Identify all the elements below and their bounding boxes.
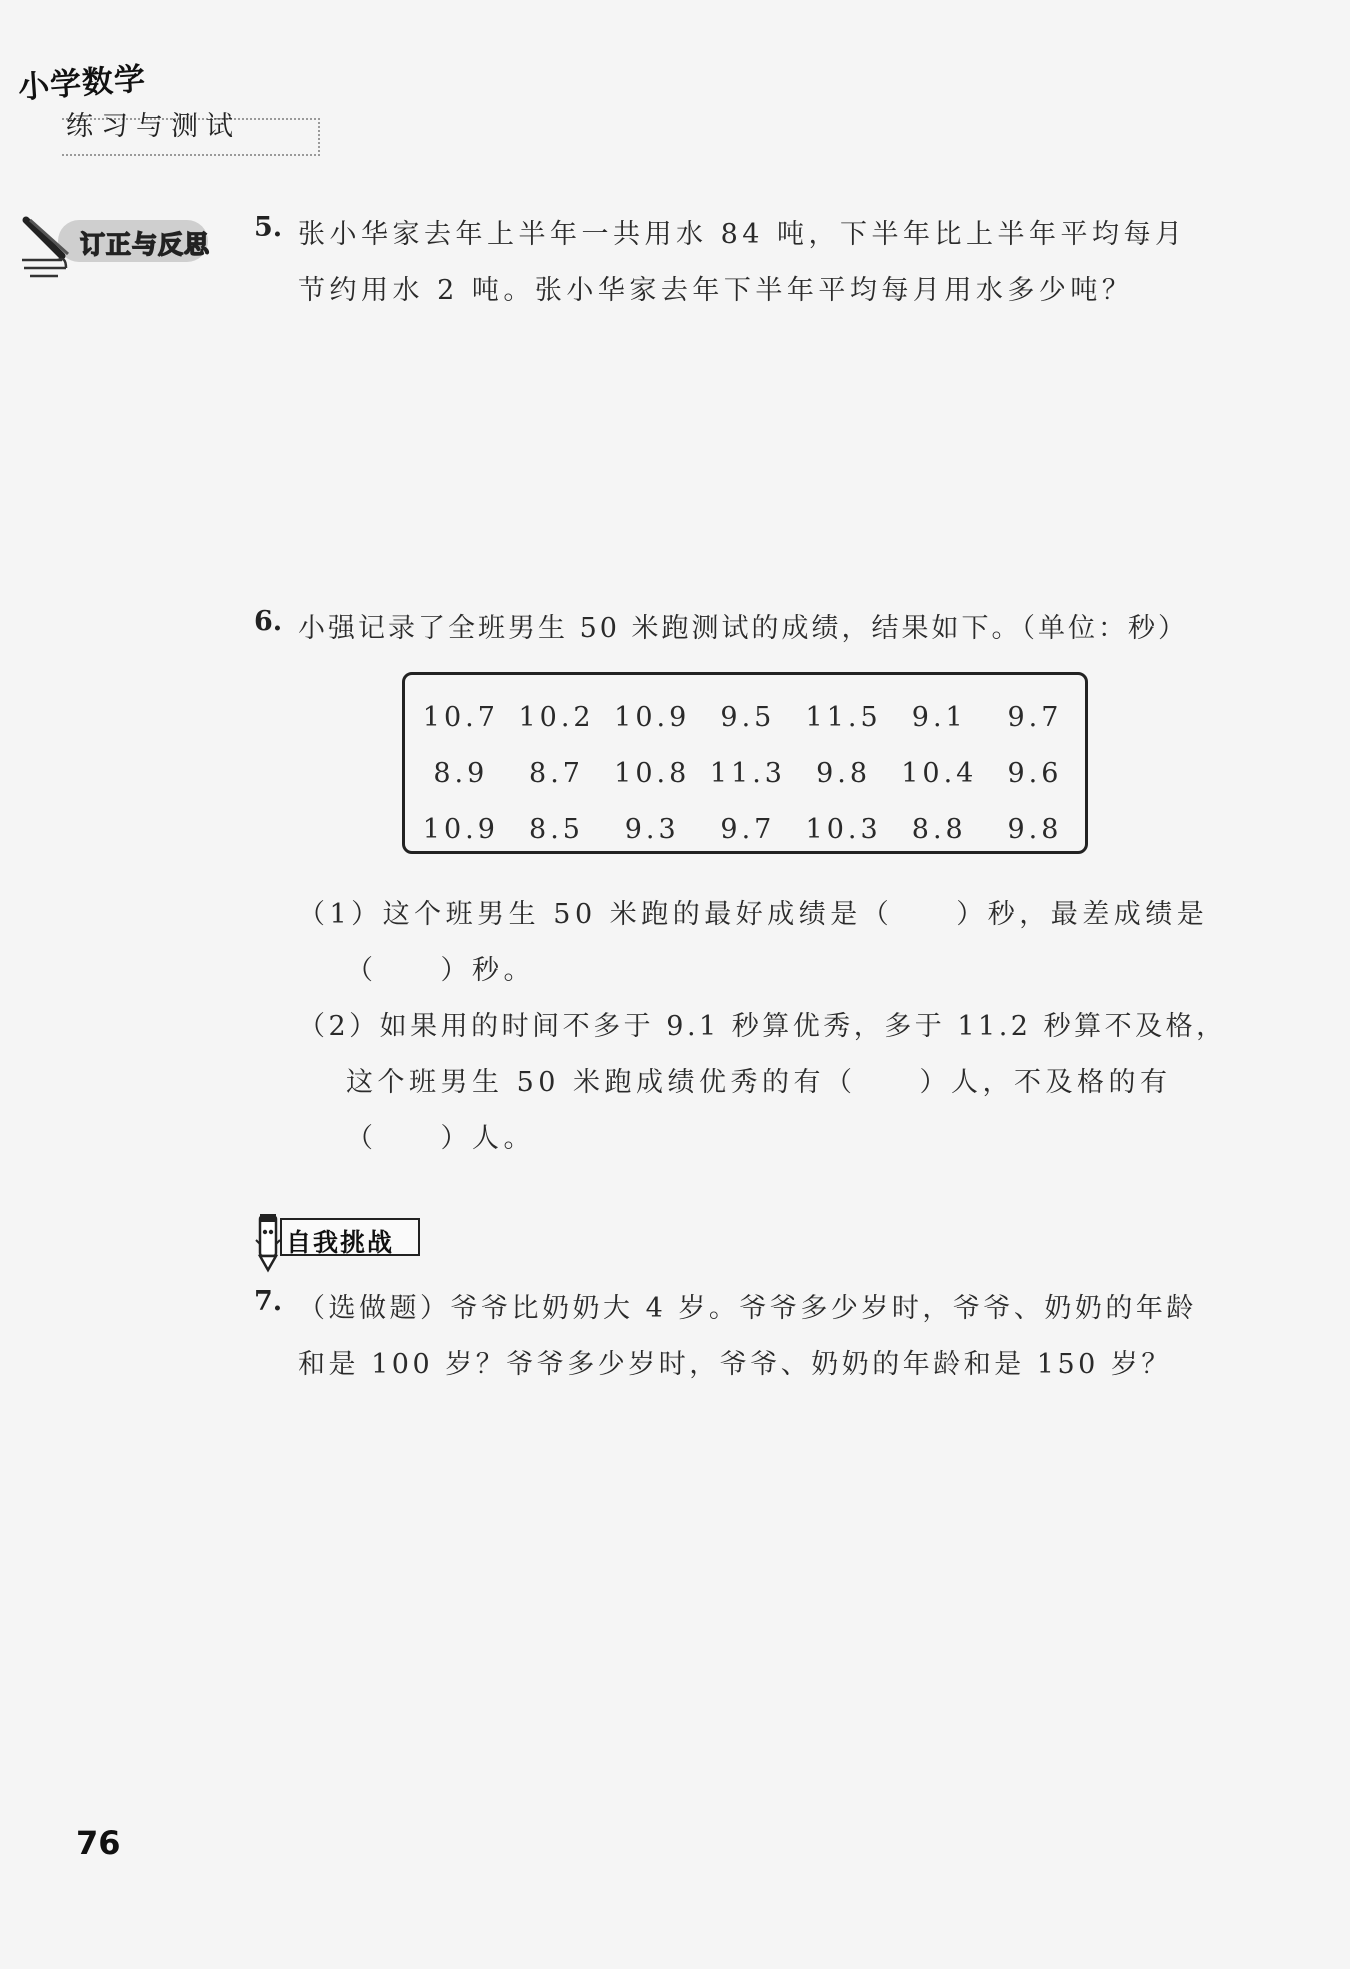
q7-line-1: （选做题）爷爷比奶奶大 4 岁。爷爷多少岁时，爷爷、奶奶的年龄	[298, 1293, 1197, 1324]
table-cell: 10.7	[422, 701, 499, 733]
q7-number: 7.	[254, 1286, 283, 1317]
table-cell: 9.8	[1007, 813, 1063, 845]
table-cell: 10.2	[518, 701, 595, 733]
q6-number: 6.	[254, 606, 283, 637]
q6-sub1-line-1: （1）这个班男生 50 米跑的最好成绩是（ ）秒，最差成绩是	[298, 899, 1209, 930]
table-cell: 9.7	[720, 813, 776, 845]
table-cell: 9.1	[911, 701, 967, 733]
q6-sub1-line-2: （ ）秒。	[346, 955, 535, 986]
table-cell: 11.3	[709, 757, 786, 789]
table-cell: 8.8	[911, 813, 967, 845]
table-cell: 9.8	[816, 757, 872, 789]
table-cell: 8.9	[433, 757, 489, 789]
table-cell: 9.5	[720, 701, 776, 733]
table-row	[413, 689, 1083, 745]
q5-line-2: 节约用水 2 吨。张小华家去年下半年平均每月用水多少吨？	[298, 275, 1134, 306]
table-cell: 10.9	[422, 813, 499, 845]
table-cell: 9.6	[1007, 757, 1063, 789]
table-cell: 11.5	[805, 701, 882, 733]
badge-label: 订正与反思	[80, 230, 211, 259]
table-cell: 8.7	[529, 757, 584, 789]
table-cell: 10.8	[614, 757, 691, 789]
table-cell: 9.3	[624, 813, 680, 845]
table-row	[413, 745, 1083, 801]
table-cell: 9.7	[1007, 701, 1063, 733]
q5-line-1: 张小华家去年上半年一共用水 84 吨，下半年比上半年平均每月	[298, 219, 1187, 250]
q6-sub2-line-3: （ ）人。	[346, 1123, 535, 1154]
results-grid	[413, 689, 1083, 857]
q6-sub2-line-1: （2）如果用的时间不多于 9.1 秒算优秀，多于 11.2 秒算不及格，	[298, 1011, 1227, 1042]
q7-line-2: 和是 100 岁？爷爷多少岁时，爷爷、奶奶的年龄和是 150 岁？	[298, 1349, 1172, 1380]
book-title: 小学数学	[16, 61, 148, 106]
table-cell: 10.3	[805, 813, 882, 845]
challenge-title: 自我挑战	[286, 1228, 395, 1257]
q6-intro: 小强记录了全班男生 50 米跑测试的成绩，结果如下。（单位：秒）	[298, 613, 1189, 644]
table-cell: 10.4	[901, 757, 978, 789]
table-cell: 8.5	[529, 813, 584, 845]
correction-reflection-badge	[22, 216, 214, 276]
results-table	[402, 672, 1088, 854]
table-row	[413, 801, 1083, 857]
page-number: 76	[76, 1824, 121, 1862]
table-cell: 10.9	[614, 701, 691, 733]
q6-sub2-line-2: 这个班男生 50 米跑成绩优秀的有（ ）人，不及格的有	[346, 1067, 1172, 1098]
self-challenge-section	[254, 1210, 434, 1268]
q5-number: 5.	[254, 212, 283, 243]
book-subtitle: 练习与测试	[66, 111, 241, 142]
